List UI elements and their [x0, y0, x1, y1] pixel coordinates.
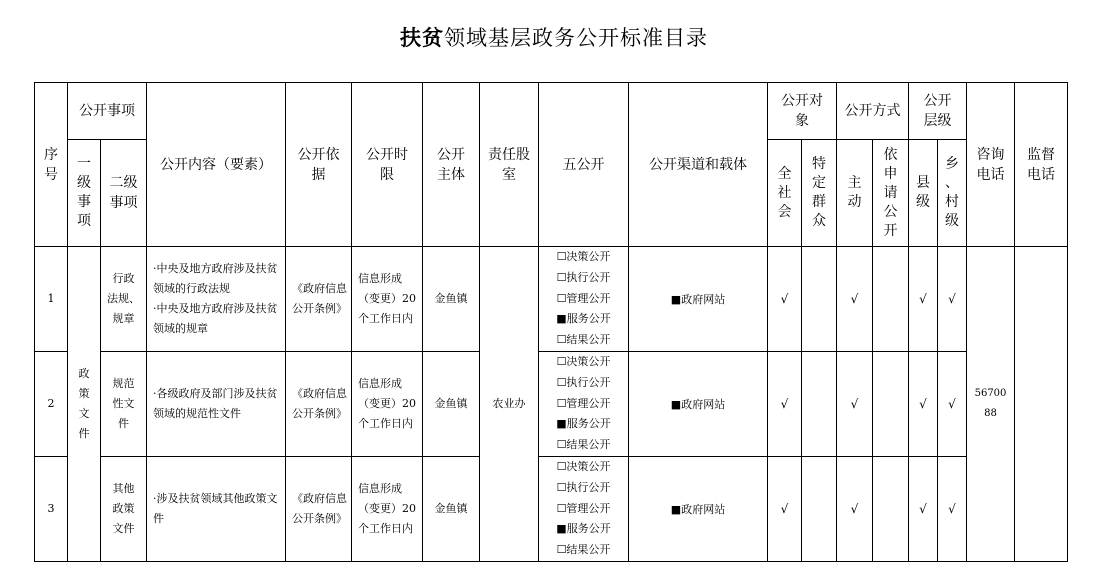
- row-basis: 《政府信息公开条例》: [286, 456, 352, 561]
- five-open-item: ☐执行公开: [556, 375, 611, 389]
- row-town-village: √: [938, 351, 967, 456]
- row-active: √: [837, 351, 873, 456]
- row-whole-society: √: [768, 456, 802, 561]
- header-consult-phone: 咨询 电话: [967, 83, 1015, 247]
- table-row: [35, 247, 1068, 352]
- header-level2: 二级 事项: [101, 140, 147, 247]
- row-time-limit: 信息形成（变更）20个工作日内: [352, 351, 423, 456]
- page-title: [0, 22, 1108, 50]
- row-level2: 行政 法规、 规章: [101, 247, 147, 352]
- supervise-phone-value: [1015, 247, 1068, 562]
- header-supervise-phone: 监督 电话: [1015, 83, 1068, 247]
- row-active: √: [837, 456, 873, 561]
- header-five-open: 五公开: [539, 83, 629, 247]
- row-subject: 金鱼镇: [423, 247, 480, 352]
- row-channel: ■政府网站: [629, 351, 768, 456]
- five-open-item: ☐管理公开: [556, 396, 611, 410]
- row-subject: 金鱼镇: [423, 351, 480, 456]
- row-seq: 3: [35, 456, 68, 561]
- five-open-item: ■服务公开: [556, 417, 611, 431]
- five-open-item: ☐决策公开: [556, 250, 611, 263]
- five-open-item: ☐决策公开: [556, 354, 611, 368]
- row-whole-society: √: [768, 351, 802, 456]
- row-dept: 农业办: [480, 247, 539, 562]
- row-county: √: [909, 456, 938, 561]
- row-subject: 金鱼镇: [423, 456, 480, 561]
- row-town-village: √: [938, 247, 967, 352]
- table-row: [35, 456, 1068, 561]
- row-content: ·各级政府及部门涉及扶贫领域的规范性文件: [147, 351, 286, 456]
- header-on-request: 依 申 请 公 开: [873, 140, 909, 247]
- row-specific-groups: [802, 351, 837, 456]
- five-open-item: ☐执行公开: [556, 270, 611, 284]
- row-channel: ■政府网站: [629, 456, 768, 561]
- header-time-limit: 公开时 限: [352, 83, 423, 247]
- header-audience: 公开对 象: [768, 83, 837, 140]
- header-county: 县 级: [909, 140, 938, 247]
- header-basis: 公开依 据: [286, 83, 352, 247]
- five-open-item: ■服务公开: [556, 522, 611, 536]
- row-level2: 其他 政策 文件: [101, 456, 147, 561]
- row-on-request: [873, 351, 909, 456]
- header-channel: 公开渠道和载体: [629, 83, 768, 247]
- row-whole-society: √: [768, 247, 802, 352]
- row-basis: 《政府信息公开条例》: [286, 247, 352, 352]
- row-seq: 2: [35, 351, 68, 456]
- level1-item: 政 策 文 件: [68, 247, 101, 562]
- header-dept: 责任股 室: [480, 83, 539, 247]
- five-open-list: [539, 351, 629, 456]
- row-content: ·涉及扶贫领域其他政策文件: [147, 456, 286, 561]
- five-open-item: ☐决策公开: [556, 459, 611, 473]
- five-open-list: [539, 456, 629, 561]
- header-whole-society: 全 社 会: [768, 140, 802, 247]
- five-open-item: ☐管理公开: [556, 291, 611, 305]
- header-level1: 一 级 事 项: [68, 140, 101, 247]
- five-open-list: [539, 247, 629, 352]
- standard-catalog-table: [34, 82, 1068, 562]
- five-open-item: ☐执行公开: [556, 480, 611, 494]
- row-county: √: [909, 351, 938, 456]
- row-basis: 《政府信息公开条例》: [286, 351, 352, 456]
- header-level: 公开 层级: [909, 83, 967, 140]
- title-bold: 扶贫: [400, 26, 444, 50]
- header-subject: 公开 主体: [423, 83, 480, 247]
- five-open-item: ☐管理公开: [556, 501, 611, 515]
- row-on-request: [873, 247, 909, 352]
- five-open-item: ☐结果公开: [556, 438, 611, 452]
- header-seq: 序 号: [35, 83, 68, 247]
- header-specific-groups: 特 定 群 众: [802, 140, 837, 247]
- row-specific-groups: [802, 247, 837, 352]
- five-open-item: ■服务公开: [556, 312, 611, 326]
- row-active: √: [837, 247, 873, 352]
- header-open-items: 公开事项: [68, 83, 147, 140]
- five-open-item: ☐结果公开: [556, 333, 611, 347]
- row-content: ·中央及地方政府涉及扶贫领域的行政法规 ·中央及地方政府涉及扶贫领域的规章: [147, 247, 286, 352]
- five-open-item: ☐结果公开: [556, 543, 611, 557]
- row-channel: ■政府网站: [629, 247, 768, 352]
- row-level2: 规范 性文 件: [101, 351, 147, 456]
- header-content: 公开内容（要素）: [147, 83, 286, 247]
- row-on-request: [873, 456, 909, 561]
- header-method: 公开方式: [837, 83, 909, 140]
- header-town-village: 乡 、 村 级: [938, 140, 967, 247]
- row-specific-groups: [802, 456, 837, 561]
- row-seq: 1: [35, 247, 68, 352]
- row-time-limit: 信息形成（变更）20个工作日内: [352, 456, 423, 561]
- row-time-limit: 信息形成（变更）20个工作日内: [352, 247, 423, 352]
- row-town-village: √: [938, 456, 967, 561]
- row-county: √: [909, 247, 938, 352]
- header-active: 主 动: [837, 140, 873, 247]
- title-rest: 领域基层政务公开标准目录: [444, 26, 708, 50]
- consult-phone-value: 56700 88: [967, 247, 1015, 562]
- table-row: [35, 351, 1068, 456]
